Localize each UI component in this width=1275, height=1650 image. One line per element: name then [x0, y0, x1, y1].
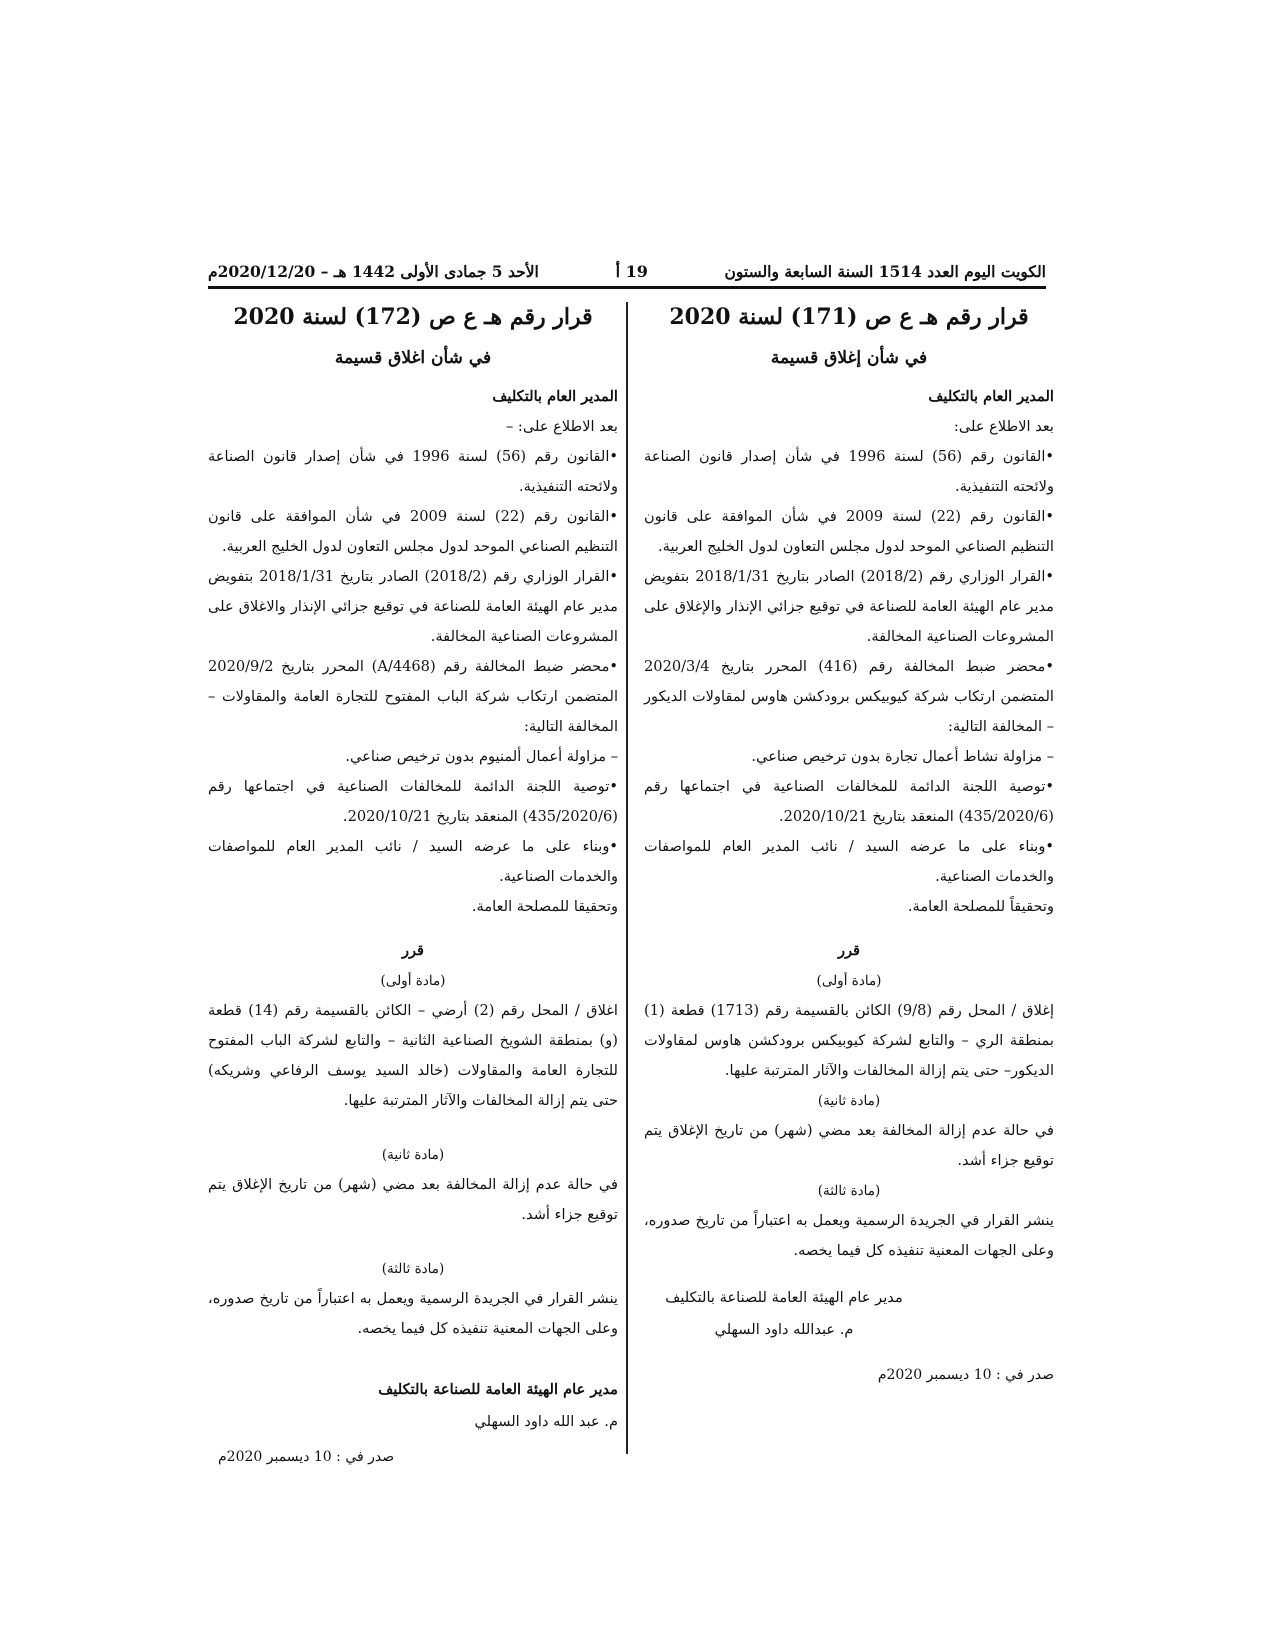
article-heading: (مادة ثالثة) — [381, 1261, 445, 1277]
reference-item: •القرار الوزاري رقم (2018/2) الصادر بتاريخ 2018/1/31 بتفويض مدير عام الهيئة العامة للصناعة في توقيع جزائي الإنذار والإغلاق على المشروعات الصناعية المخالفة. — [644, 568, 1055, 645]
issue-date: صدر في : 10 ديسمبر 2020م — [218, 1449, 395, 1465]
reference-item: •القانون رقم (56) لسنة 1996 في شأن إصدار قانون الصناعة ولائحته التنفيذية. — [208, 448, 619, 495]
article-text: في حالة عدم إزالة المخالفة بعد مضي (شهر) من تاريخ الإغلاق يتم توقيع جزاء أشد. — [208, 1176, 618, 1223]
decision-subtitle: في شأن اغلاق قسيمة — [334, 348, 492, 368]
decision-heading: قرر — [401, 942, 425, 959]
reference-item: •القانون رقم (56) لسنة 1996 في شأن إصدار قانون الصناعة ولائحته التنفيذية. — [644, 448, 1055, 495]
header-issue: الكويت اليوم العدد 1514 السنة السابعة والستون — [724, 261, 1046, 281]
article-heading: (مادة أولى) — [380, 973, 446, 989]
article-text: في حالة عدم إزالة المخالفة بعد مضي (شهر) من تاريخ الإغلاق يتم توقيع جزاء أشد. — [644, 1122, 1054, 1169]
decision-heading: قرر — [837, 942, 861, 959]
public-interest-line: وتحقيقا للمصلحة العامة. — [471, 898, 618, 915]
public-interest-line: وتحقيقاً للمصلحة العامة. — [907, 898, 1054, 915]
decision-subtitle: في شأن إغلاق قسيمة — [770, 348, 928, 368]
reference-item: •القرار الوزاري رقم (2018/2) الصادر بتاريخ 2018/1/31 بتفويض مدير عام الهيئة العامة للصناعة في توقيع جزائي الإنذار والاغلاق على المشروعات الصناعية المخالفة. — [208, 568, 619, 645]
preamble-line: بعد الاطلاع على: — [953, 418, 1054, 435]
issuer-line: المدير العام بالتكليف — [492, 388, 618, 405]
violation-item: – مزاولة أعمال ألمنيوم بدون ترخيص صناعي. — [345, 748, 618, 765]
header-date: الأحد 5 جمادى الأولى 1442 هـ – 2020/12/20م — [208, 261, 539, 281]
signatory-title: مدير عام الهيئة العامة للصناعة بالتكليف — [378, 1381, 618, 1398]
preamble-line: بعد الاطلاع على: – — [505, 418, 618, 435]
decision-title: قرار رقم هـ ع ص (172) لسنة 2020 — [233, 304, 593, 330]
article-heading: (مادة أولى) — [816, 973, 882, 989]
reference-item: •وبناء على ما عرضه السيد / نائب المدير العام للمواصفات والخدمات الصناعية. — [644, 838, 1054, 885]
issuer-line: المدير العام بالتكليف — [928, 388, 1054, 405]
article-text: ينشر القرار في الجريدة الرسمية ويعمل به اعتباراً من تاريخ صدوره، وعلى الجهات المعنية تنفيذه كل فيما يخصه. — [644, 1212, 1054, 1259]
decision-title: قرار رقم هـ ع ص (171) لسنة 2020 — [669, 304, 1029, 330]
signature-block — [644, 1282, 1054, 1346]
article-heading: (مادة ثانية) — [817, 1093, 881, 1109]
article-text: اغلاق / المحل رقم (2) أرضي – الكائن بالقسيمة رقم (14) قطعة (و) بمنطقة الشويخ الصناعية الثانية – والتابع لشركة الباب المفتوح للتجارة العامة والمقاولات (خالد السيد يوسف الرفاعي وشريكه) حتى يتم إزالة المخالفات والآثار المترتبة عليها. — [208, 1002, 618, 1109]
violation-item: – مزاولة نشاط أعمال تجارة بدون ترخيص صناعي. — [751, 748, 1054, 765]
signatory-name: م. عبدالله داود السهلي — [714, 1321, 854, 1338]
reference-item: •توصية اللجنة الدائمة للمخالفات الصناعية في اجتماعها رقم (435/2020/6) المنعقد بتاريخ 2020/10/21. — [208, 778, 618, 825]
signatory-title: مدير عام الهيئة العامة للصناعة بالتكليف — [665, 1289, 903, 1306]
reference-item: •محضر ضبط المخالفة رقم (416) المحرر بتاريخ 2020/3/4 المتضمن ارتكاب شركة كيوبيكس برودكشن هاوس لمقاولات الديكور – المخالفة التالية: — [644, 658, 1054, 735]
column-divider — [626, 302, 628, 1454]
article-text: إغلاق / المحل رقم (9/8) الكائن بالقسيمة رقم (1713) قطعة (1) بمنطقة الري – والتابع لشركة كيوبيكس برودكشن هاوس لمقاولات الديكور– حتى يتم إزالة المخالفات والآثار المترتبة عليها. — [644, 1002, 1055, 1079]
reference-item: •توصية اللجنة الدائمة للمخالفات الصناعية في اجتماعها رقم (435/2020/6) المنعقد بتاريخ 2020/10/21. — [644, 778, 1054, 825]
signatory-name: م. عبد الله داود السهلي — [474, 1413, 618, 1430]
reference-item: •القانون رقم (22) لسنة 2009 في شأن الموافقة على قانون التنظيم الصناعي الموحد لدول مجلس التعاون لدول الخليج العربية. — [644, 508, 1054, 555]
reference-item: •القانون رقم (22) لسنة 2009 في شأن الموافقة على قانون التنظيم الصناعي الموحد لدول مجلس التعاون لدول الخليج العربية. — [208, 508, 618, 555]
header-page-number: 19 أ — [615, 261, 648, 281]
reference-item: •وبناء على ما عرضه السيد / نائب المدير العام للمواصفات والخدمات الصناعية. — [208, 838, 618, 885]
reference-item: •محضر ضبط المخالفة رقم (A/4468) المحرر بتاريخ 2020/9/2 المتضمن ارتكاب شركة الباب المفتوح للتجارة العامة والمقاولات – المخالفة التالية: — [208, 658, 618, 735]
article-text: ينشر القرار في الجريدة الرسمية ويعمل به اعتباراً من تاريخ صدوره، وعلى الجهات المعنية تنفيذه كل فيما يخصه. — [208, 1290, 618, 1337]
decision-172 — [208, 300, 618, 1472]
page-header — [208, 256, 1046, 289]
decision-171 — [644, 300, 1054, 1390]
article-heading: (مادة ثانية) — [381, 1147, 445, 1163]
issue-date: صدر في : 10 ديسمبر 2020م — [877, 1367, 1054, 1383]
article-heading: (مادة ثالثة) — [817, 1183, 881, 1199]
signature-block — [208, 1374, 618, 1438]
